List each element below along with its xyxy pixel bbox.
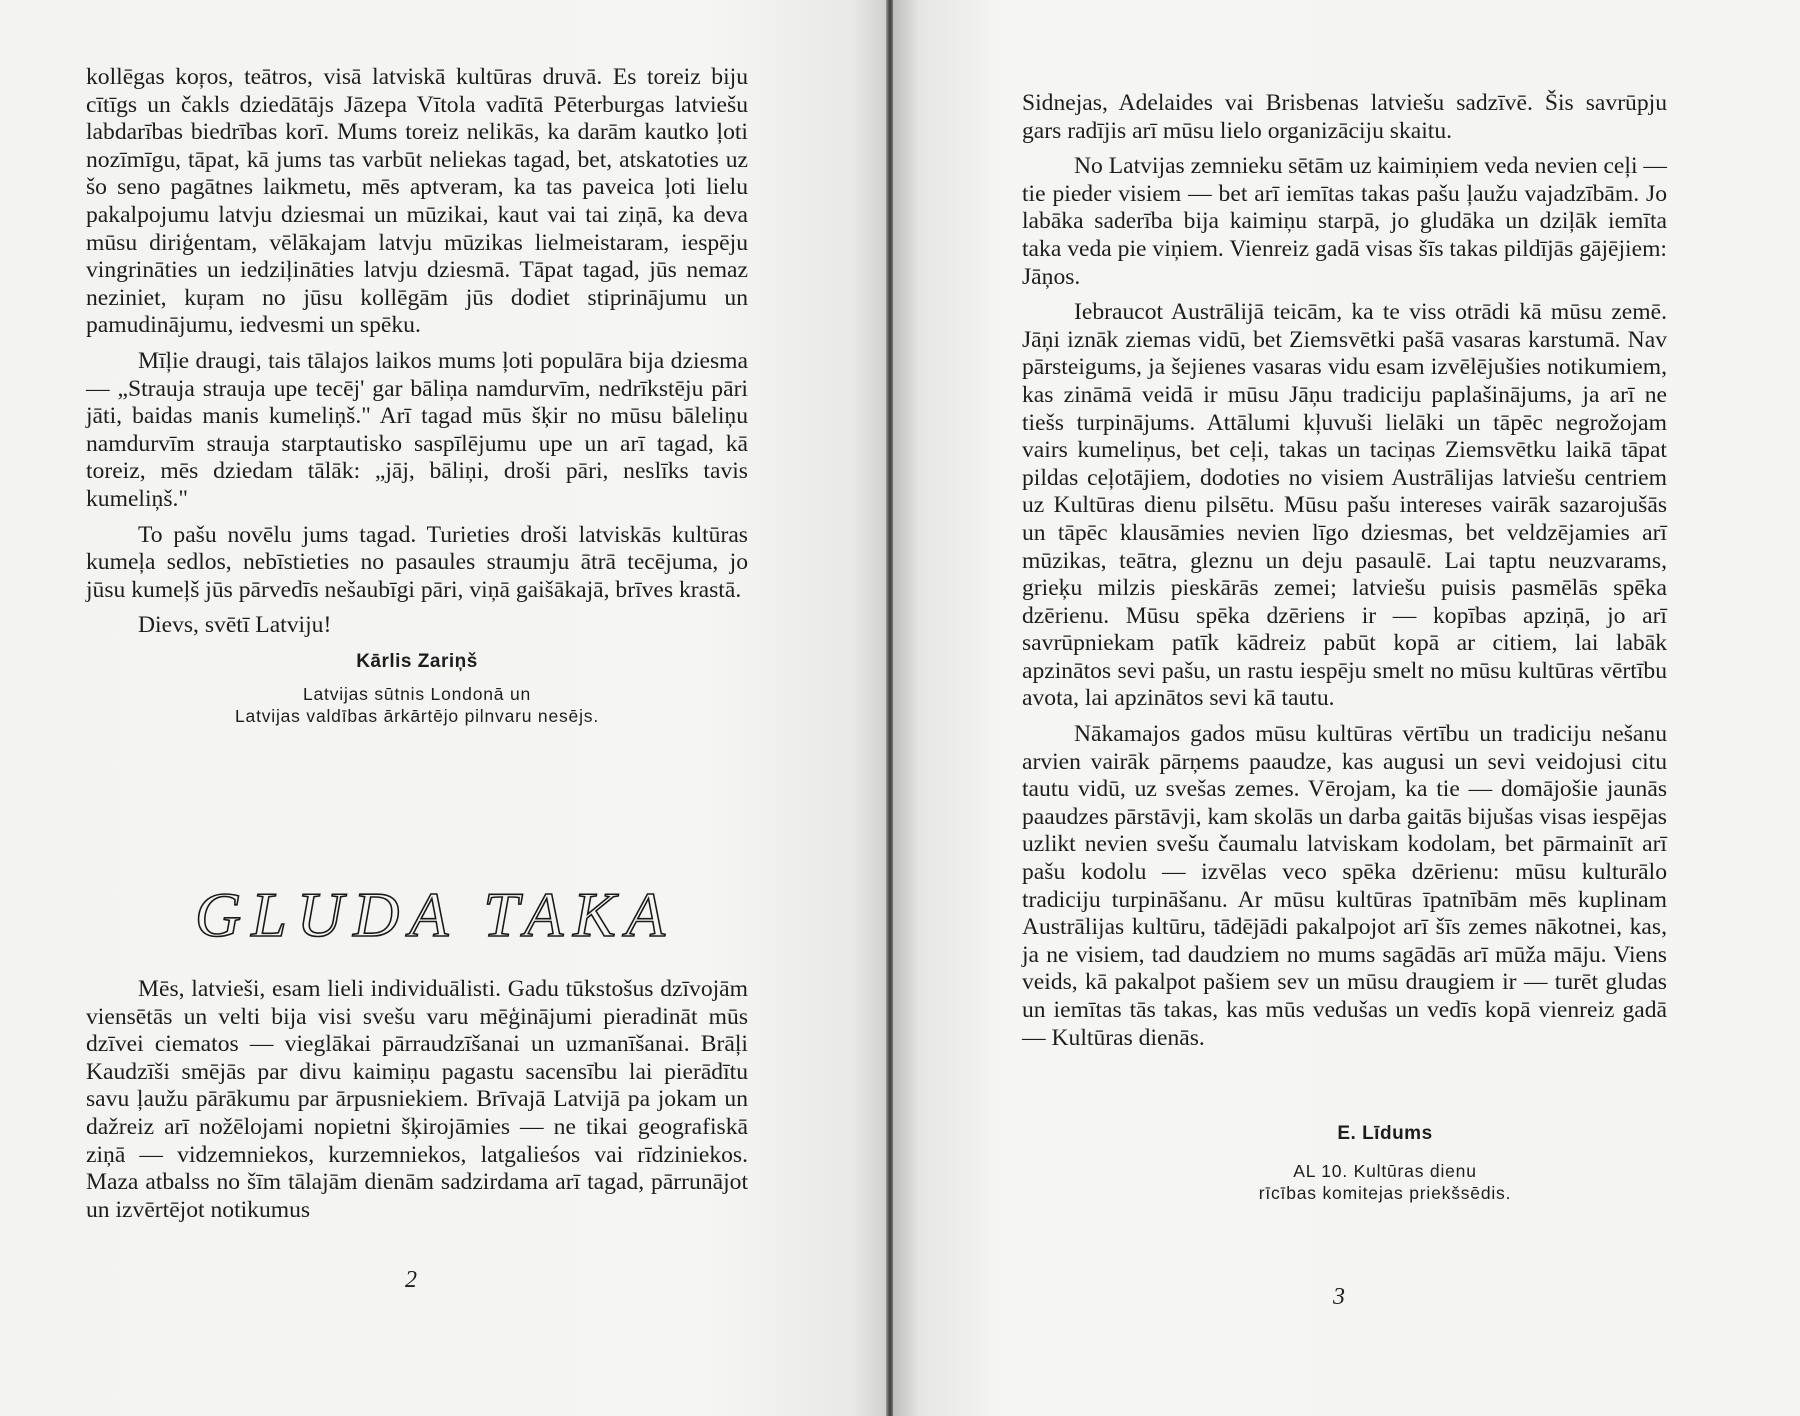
left-page-text	[86, 64, 748, 727]
signature-role-line: Latvijas valdības ārkārtējo pilnvaru nesējs.	[235, 706, 599, 727]
signature-name: E. Līdums	[1337, 1123, 1433, 1144]
paragraph: Sidnejas, Adelaides vai Brisbenas latviešu sadzīvē. Šis savrūpju gars radījis arī mūsu lielo organizāciju skaitu.	[1022, 90, 1667, 144]
paragraph: No Latvijas zemnieku sētām uz kaimiņiem veda nevien ceļi — tie pieder visiem — bet arī iemītas takas pašu ļaužu vajadzībām. Jo labāka saderība bija kaimiņu starpā, jo gludāka un dziļāk iemīta taka veda pie viņiem. Vienreiz gadā visas šīs takas pildījās gājējiem: Jāņos.	[1022, 153, 1667, 290]
signature-role-line: rīcības komitejas priekšsēdis.	[1258, 1183, 1512, 1203]
left-page	[0, 0, 888, 1416]
signature-name: Kārlis Zariņš	[356, 650, 478, 672]
paragraph: kollēgas koŗos, teātros, visā latviskā kultūras druvā. Es toreiz biju cītīgs un čakls dziedātājs Jāzepa Vītola vadītā Pēterburgas latviešu labdarības biedrības korī. Mums toreiz nelikās, ka darām kautko ļoti nozīmīgu, tāpat, kā jums tas varbūt neliekas tagad, bet, atskatoties uz šo seno pagātnes laikmetu, mēs aptveram, ka tas paveica ļoti lielu pakalpojumu latvju dziesmai un mūzikai, kaut vai tai ziņā, ka deva mūsu diriģentam, vēlākajam latvju mūzikas lielmeistaram, iespēju vingrināties un iedziļināties latvju dziesmā. Tāpat tagad, jūs nemaz neziniet, kuŗam no jūsu kollēgām jūs dodiet stiprinājumu un pamudinājumu, iedvesmi un spēku.	[86, 64, 748, 339]
article-text	[86, 976, 748, 1232]
article-title: GLUDA TAKA	[195, 879, 675, 950]
paragraph: Iebraucot Austrālijā teicām, ka te viss otrādi kā mūsu zemē. Jāņi iznāk ziemas vidū, bet Ziemsvētki pašā vasaras karstumā. Nav pārsteigums, ja šejienes vasaras vidu esam izvēlējušies notikumiem, kas zināmā veidā ir mūsu Jāņu tradiciju paplašinājums, ja arī ne tiešs turpinājums. Attālumi kļuvuši lielāki un tāpēc negrožojam vairs kumeliņus, bet ceļi, takas un taciņas Ziemsvētku laikā tāpat pildas ceļotājiem, dodoties no visiem Austrālijas latviešu centriem uz Kultūras dienu pilsētu. Mūsu pašu intereses vairāk sazarojušās un tāpēc klausāmies nevien līgo dziesmas, bet veldzējamies arī mūzikas, teātra, gleznu un deju pasaulē. Lai taptu neuzvarams, grieķu milzis pieskārās zemei; latviešu puisis pasmēlās spēka dzērienu. Mūsu spēka dzēriens ir — kopības apziņā, jo arī savrūpniekam patīk kādreiz pabūt kopā ar citiem, lai labāk apzinātos sevi pašu, un rastu iespēju smelt no mūsu kultūras vērtību avota, lai apzinātos sevi kā tautu.	[1022, 299, 1667, 712]
page-number: 3	[1333, 1284, 1345, 1310]
paragraph: Mīļie draugi, tais tālajos laikos mums ļoti populāra bija dziesma — „Strauja strauja upe tecēj' gar bāliņa namdurvīm, nedrīkstēju pāri jāti, baidas manis kumeliņš." Arī tagad mūs šķir no mūsu bāleliņu namdurvīm strauja starptautisko saspīlējumu upe un arī tagad, kā toreiz, mēs dziedam tālāk: „jāj, bāliņi, droši pāri, neslīks tavis kumeliņš."	[86, 347, 748, 512]
signature-role-line: Latvijas sūtnis Londonā un	[302, 684, 532, 705]
right-page-text	[1022, 90, 1667, 1060]
closing-line: Dievs, svētī Latviju!	[138, 612, 332, 639]
signature-role	[1200, 1160, 1570, 1204]
paragraph: Mēs, latvieši, esam lieli individuālisti. Gadu tūkstošus dzīvojām viensētās un velti bija visi svešu varu mēģinājumi pieradināt mūs dzīvei ciematos — vieglākai pārraudzīšanai un uzmanīšanai. Brāļi Kaudzīši smējās par divu kaimiņu pagastu sacensību lai pierādītu savu ļaužu pārākumu par ārpusniekiem. Brīvajā Latvijā pa jokam un dažreiz arī nožēlojami nopietni šķirojāmies — ne tikai geografiskā ziņā — vidzemniekos, kurzemniekos, latgalieśos vai rīdziniekos. Maza atbalss no šīm tālajām dienām sadzirdama arī tagad, pārrunājot un izvērtējot notikumus	[86, 976, 748, 1223]
paragraph: Nākamajos gados mūsu kultūras vērtību un tradiciju nešanu arvien vairāk pārņems paaudze, kas augusi un sevi veidojusi citu tautu vidū, uz svešas zemes. Vērojam, ka tie — domājošie jaunās paaudzes pārstāvji, kam skolās un darba gaitās bijušas visas iespējas uzlikt nevien svešu čaumalu latviskam kodolam, bet pārmainīt arī pašu kodolu — izvēlas veco spēka dzērienu: mūsu kulturālo tradiciju turpināšanu. Ar mūsu kultūras īpatnībām mēs kuplinam Austrālijas kultūru, tādējādi pakalpojot arī šīs zemes nākotnei, kas, ja ne visiem, tad daudziem no mums sagādās arī mūža māju. Viens veids, kā pakalpot pašiem sev un mūsu draugiem ir — turēt gludas un iemītas tās takas, kas mūs vedušas un vedīs kopā vienreiz gadā — Kultūras dienās.	[1022, 721, 1667, 1051]
page-number: 2	[405, 1267, 417, 1293]
signature-role-line: AL 10. Kultūras dienu	[1293, 1161, 1477, 1181]
paragraph: To pašu novēlu jums tagad. Turieties droši latviskās kultūras kumeļa sedlos, nebīstieties no pasaules straumju ātrā tecējuma, jo jūsu kumeļš jūs pārvedīs nešaubīgi pāri, viņā gaišākajā, brīves krastā.	[86, 521, 748, 603]
